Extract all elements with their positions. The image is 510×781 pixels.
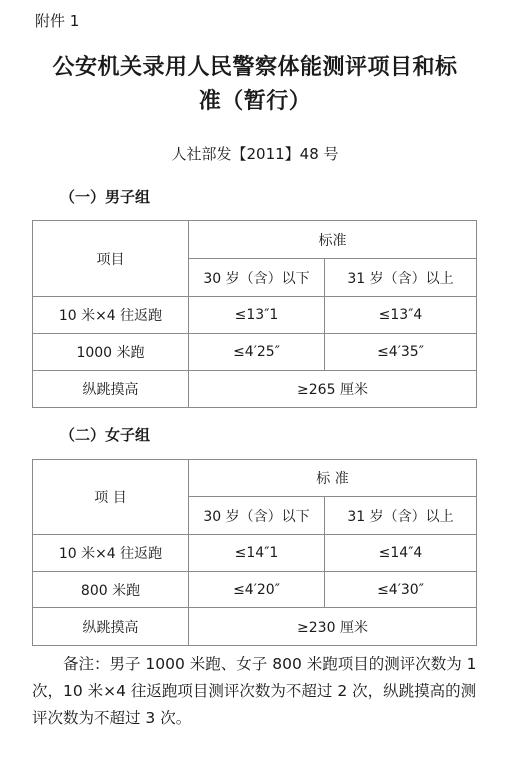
cell-under-30: ≤4′20″ xyxy=(189,572,325,608)
cell-item: 10 米×4 往返跑 xyxy=(33,535,189,572)
header-under-30: 30 岁（含）以下 xyxy=(189,497,325,535)
cell-over-31: ≤4′35″ xyxy=(325,334,477,371)
table-row xyxy=(33,608,477,646)
table-row xyxy=(33,297,477,334)
header-under-30: 30 岁（含）以下 xyxy=(189,259,325,297)
title-line-1: 公安机关录用人民警察体能测评项目和标 xyxy=(52,54,458,80)
page-title xyxy=(0,50,510,118)
header-over-31: 31 岁（含）以上 xyxy=(325,497,477,535)
title-line-2: 准（暂行） xyxy=(198,88,312,114)
cell-under-30: ≤4′25″ xyxy=(189,334,325,371)
cell-under-30: ≤14″1 xyxy=(189,535,325,572)
cell-over-31: ≤14″4 xyxy=(325,535,477,572)
cell-jump-value: ≥230 厘米 xyxy=(189,608,477,646)
cell-item: 纵跳摸高 xyxy=(33,608,189,646)
header-item: 项 目 xyxy=(33,460,189,535)
female-group-heading: （二）女子组 xyxy=(60,426,151,444)
remarks-note: 备注：男子 1000 米跑、女子 800 米跑项目的测评次数为 1 次，10 米×4 往返跑项目测评次数为不超过 2 次，纵跳摸高的测评次数为不超过 3 次。 xyxy=(32,655,477,727)
header-item: 项目 xyxy=(33,221,189,297)
female-standards-table xyxy=(32,459,477,646)
table-row xyxy=(33,371,477,408)
cell-over-31: ≤4′30″ xyxy=(325,572,477,608)
table-row xyxy=(33,334,477,371)
cell-under-30: ≤13″1 xyxy=(189,297,325,334)
cell-jump-value: ≥265 厘米 xyxy=(189,371,477,408)
male-group-heading: （一）男子组 xyxy=(60,188,151,206)
cell-item: 1000 米跑 xyxy=(33,334,189,371)
header-over-31: 31 岁（含）以上 xyxy=(325,259,477,297)
table-row xyxy=(33,535,477,572)
male-standards-table xyxy=(32,220,477,408)
cell-item: 纵跳摸高 xyxy=(33,371,189,408)
table-row xyxy=(33,572,477,608)
cell-item: 10 米×4 往返跑 xyxy=(33,297,189,334)
attachment-label: 附件 1 xyxy=(35,12,80,30)
document-number: 人社部发【2011】48 号 xyxy=(171,145,339,163)
cell-item: 800 米跑 xyxy=(33,572,189,608)
header-standard: 标准 xyxy=(189,221,477,259)
header-standard: 标 准 xyxy=(189,460,477,497)
cell-over-31: ≤13″4 xyxy=(325,297,477,334)
